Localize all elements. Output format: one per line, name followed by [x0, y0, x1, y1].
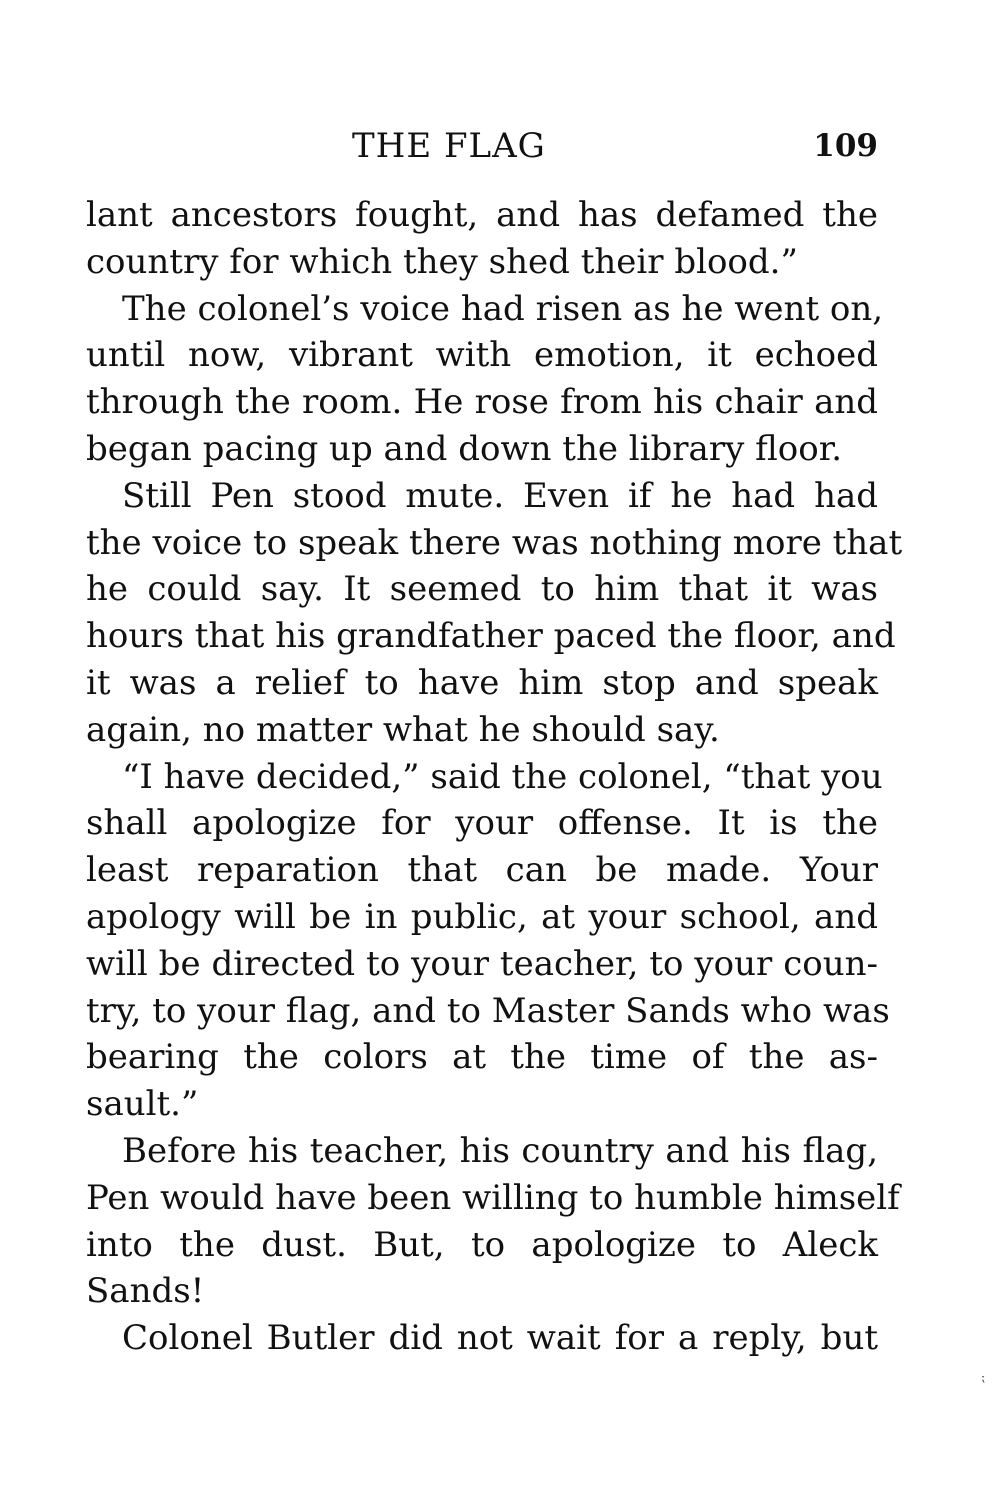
text-line: it was a relief to have him stop and speak [86, 662, 878, 703]
text-line: apology will be in public, at your school, and [86, 896, 878, 937]
text-line: “I have decided,” said the colonel, “that you [122, 756, 883, 797]
text-line: the voice to speak there was nothing more that [86, 522, 903, 563]
text-line: again, no matter what he should say. [86, 709, 720, 750]
text-line: began pacing up and down the library floor. [86, 428, 843, 469]
text-line: bearing the colors at the time of the as- [86, 1037, 878, 1078]
body-text [86, 192, 903, 1362]
page-number: 109 [813, 128, 878, 164]
text-line: The colonel’s voice had risen as he went on, [122, 288, 884, 329]
running-head [86, 122, 878, 170]
text-line: he could say. It seemed to him that it was [86, 569, 878, 610]
text-line: country for which they shed their blood.” [86, 241, 798, 282]
text-line: Before his teacher, his country and his flag, [122, 1130, 878, 1171]
text-line: Colonel Butler did not wait for a reply, but [122, 1318, 878, 1359]
text-line: Pen would have been willing to humble himself [86, 1177, 900, 1218]
text-line: will be directed to your teacher, to your coun- [86, 943, 878, 984]
text-line: Sands! [86, 1271, 205, 1312]
text-line: Still Pen stood mute. Even if he had had [122, 475, 878, 516]
margin-mark: ⁏ [981, 1370, 986, 1384]
text-line: try, to your flag, and to Master Sands who was [86, 990, 890, 1031]
text-line: into the dust. But, to apologize to Aleck [86, 1224, 878, 1265]
text-line: through the room. He rose from his chair and [86, 382, 878, 423]
text-line: shall apologize for your offense. It is the [86, 803, 878, 844]
text-line: sault.” [86, 1084, 199, 1125]
text-line: least reparation that can be made. Your [86, 850, 878, 891]
text-line: lant ancestors fought, and has defamed the [86, 195, 878, 235]
text-line: hours that his grandfather paced the floor, and [86, 616, 896, 657]
running-title: THE FLAG [352, 126, 546, 166]
text-line: until now, vibrant with emotion, it echoed [86, 335, 878, 376]
